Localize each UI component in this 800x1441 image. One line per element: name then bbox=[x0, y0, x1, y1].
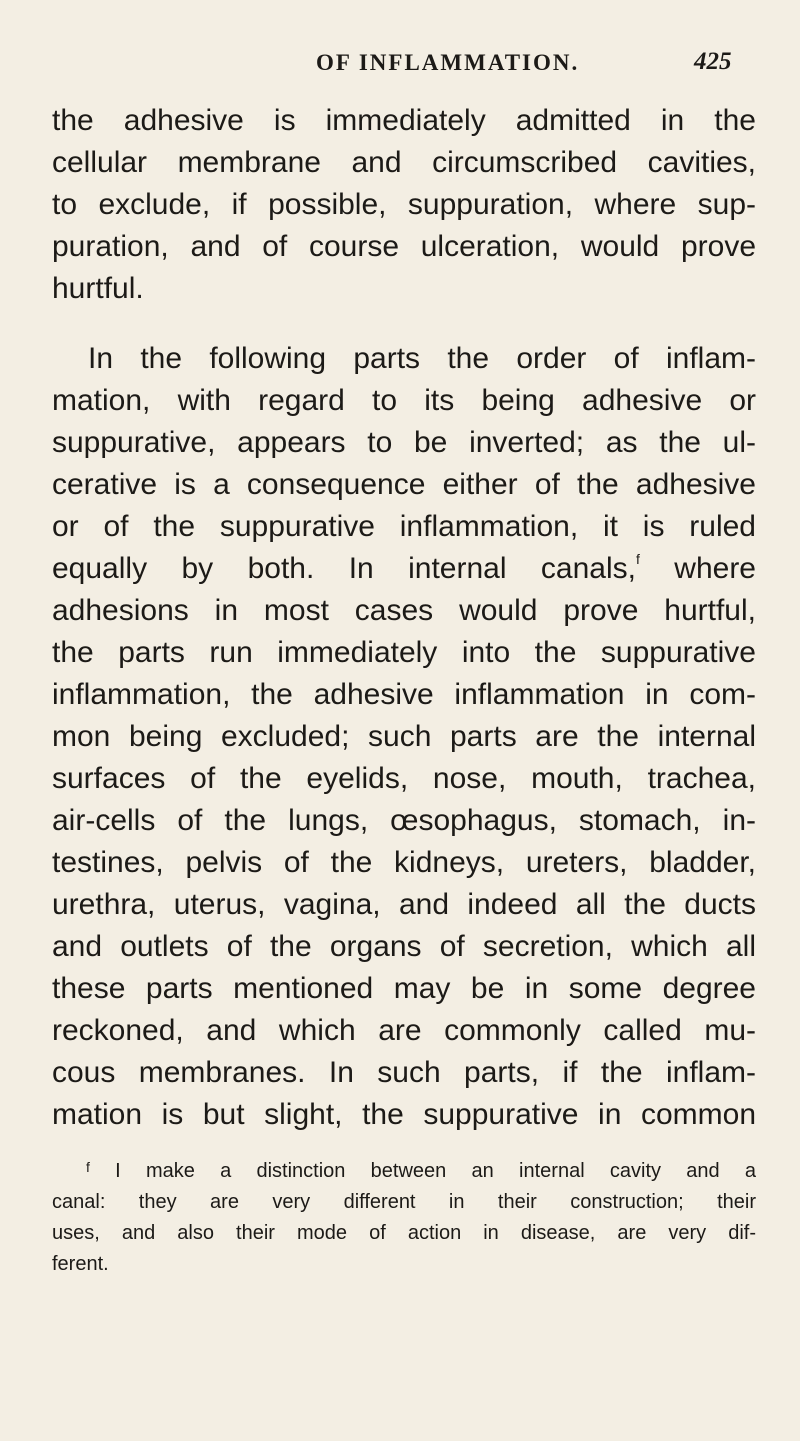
footnote-line: uses, and also their mode of action in disease, are very dif- bbox=[52, 1222, 756, 1244]
text-line: air-cells of the lungs, œsophagus, stomach, in- bbox=[52, 804, 756, 837]
text-line: mation is but slight, the suppurative in common bbox=[52, 1098, 756, 1131]
text-line: cerative is a consequence either of the adhesive bbox=[52, 468, 756, 501]
text-line: cous membranes. In such parts, if the inflam- bbox=[52, 1056, 756, 1089]
text-fragment: where bbox=[639, 552, 756, 585]
text-line: the parts run immediately into the suppurative bbox=[52, 636, 756, 669]
text-line: adhesions in most cases would prove hurtful, bbox=[52, 594, 756, 627]
text-line: and outlets of the organs of secretion, which all bbox=[52, 930, 756, 963]
text-line: mon being excluded; such parts are the internal bbox=[52, 720, 756, 753]
text-line: hurtful. bbox=[52, 272, 144, 305]
text-line: inflammation, the adhesive inflammation in com- bbox=[52, 678, 756, 711]
text-line: testines, pelvis of the kidneys, ureters, bladder, bbox=[52, 846, 756, 879]
text-line: cellular membrane and circumscribed cavities, bbox=[52, 146, 756, 179]
text-line: In the following parts the order of inflam- bbox=[88, 342, 756, 375]
text-line: reckoned, and which are commonly called mu- bbox=[52, 1014, 756, 1047]
text-line: surfaces of the eyelids, nose, mouth, trachea, bbox=[52, 762, 756, 795]
footnote-marker: f bbox=[86, 1159, 90, 1175]
text-fragment: I make a distinction between an internal cavity and a bbox=[115, 1160, 757, 1182]
footnote-line bbox=[86, 1160, 756, 1183]
text-line: the adhesive is immediately admitted in the bbox=[52, 104, 756, 137]
text-line: suppurative, appears to be inverted; as the ul- bbox=[52, 426, 756, 459]
text-line: puration, and of course ulceration, would prove bbox=[52, 230, 756, 263]
page-header bbox=[0, 50, 800, 90]
text-line: to exclude, if possible, suppuration, where sup- bbox=[52, 188, 756, 221]
text-line: these parts mentioned may be in some degree bbox=[52, 972, 756, 1005]
text-line: mation, with regard to its being adhesive or bbox=[52, 384, 756, 417]
footnote-line: canal: they are very different in their construction; their bbox=[52, 1191, 756, 1213]
running-head: OF INFLAMMATION. bbox=[316, 50, 580, 75]
footnote-reference: f bbox=[635, 551, 640, 567]
text-line-with-footnote-ref bbox=[52, 552, 756, 586]
text-line: urethra, uterus, vagina, and indeed all the ducts bbox=[52, 888, 756, 921]
page-number: 425 bbox=[694, 48, 732, 75]
text-fragment: equally by both. In internal canals, bbox=[52, 552, 636, 585]
footnote-line: ferent. bbox=[52, 1253, 109, 1275]
text-line: or of the suppurative inflammation, it is ruled bbox=[52, 510, 756, 543]
